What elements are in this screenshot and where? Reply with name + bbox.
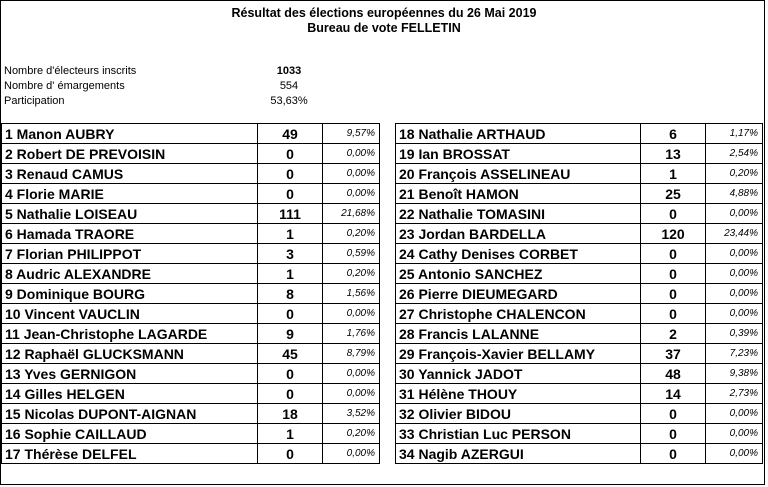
candidate-percent: 0,20% bbox=[706, 164, 763, 184]
candidate-percent: 23,44% bbox=[706, 224, 763, 244]
candidate-row bbox=[2, 404, 380, 424]
candidate-row bbox=[2, 184, 380, 204]
candidate-row bbox=[396, 424, 763, 444]
candidate-name: 26 Pierre DIEUMEGARD bbox=[396, 284, 641, 304]
candidate-row bbox=[396, 184, 763, 204]
stat-row-registered bbox=[4, 64, 334, 79]
candidate-row bbox=[2, 244, 380, 264]
candidate-name: 14 Gilles HELGEN bbox=[2, 384, 258, 404]
candidate-percent: 1,17% bbox=[706, 124, 763, 144]
candidate-name: 31 Hélène THOUY bbox=[396, 384, 641, 404]
candidate-row bbox=[2, 424, 380, 444]
candidate-row bbox=[396, 144, 763, 164]
candidate-row bbox=[2, 364, 380, 384]
candidate-row bbox=[2, 124, 380, 144]
candidate-row bbox=[2, 204, 380, 224]
stat-row-participation bbox=[4, 94, 334, 109]
candidate-name: 9 Dominique BOURG bbox=[2, 284, 258, 304]
candidate-row bbox=[2, 344, 380, 364]
candidate-percent: 9,38% bbox=[706, 364, 763, 384]
candidate-name: 28 Francis LALANNE bbox=[396, 324, 641, 344]
candidate-name: 15 Nicolas DUPONT-AIGNAN bbox=[2, 404, 258, 424]
candidate-row bbox=[396, 204, 763, 224]
candidate-percent: 0,00% bbox=[323, 304, 380, 324]
candidate-name: 4 Florie MARIE bbox=[2, 184, 258, 204]
candidate-votes: 0 bbox=[258, 384, 323, 404]
candidate-row bbox=[2, 304, 380, 324]
candidate-percent: 0,00% bbox=[706, 284, 763, 304]
candidate-percent: 0,00% bbox=[323, 364, 380, 384]
candidate-percent: 0,00% bbox=[323, 144, 380, 164]
candidate-name: 2 Robert DE PREVOISIN bbox=[2, 144, 258, 164]
candidate-percent: 0,00% bbox=[706, 404, 763, 424]
candidate-percent: 0,00% bbox=[323, 384, 380, 404]
candidate-row bbox=[396, 344, 763, 364]
candidate-percent: 0,00% bbox=[323, 184, 380, 204]
candidate-percent: 0,00% bbox=[706, 444, 763, 464]
candidate-row bbox=[396, 324, 763, 344]
candidate-votes: 0 bbox=[258, 144, 323, 164]
candidate-row bbox=[396, 224, 763, 244]
candidate-name: 34 Nagib AZERGUI bbox=[396, 444, 641, 464]
candidate-votes: 0 bbox=[258, 164, 323, 184]
candidate-name: 7 Florian PHILIPPOT bbox=[2, 244, 258, 264]
candidate-votes: 0 bbox=[641, 304, 706, 324]
candidate-votes: 1 bbox=[258, 264, 323, 284]
candidate-votes: 0 bbox=[641, 264, 706, 284]
candidate-row bbox=[2, 164, 380, 184]
candidate-row bbox=[396, 444, 763, 464]
candidate-row bbox=[396, 124, 763, 144]
candidate-percent: 0,00% bbox=[706, 424, 763, 444]
candidate-row bbox=[396, 284, 763, 304]
candidate-percent: 9,57% bbox=[323, 124, 380, 144]
candidate-name: 17 Thérèse DELFEL bbox=[2, 444, 258, 464]
turnout-stats bbox=[4, 64, 334, 109]
candidate-votes: 3 bbox=[258, 244, 323, 264]
candidate-percent: 2,54% bbox=[706, 144, 763, 164]
candidate-votes: 18 bbox=[258, 404, 323, 424]
candidate-votes: 48 bbox=[641, 364, 706, 384]
candidate-row bbox=[396, 264, 763, 284]
candidate-name: 5 Nathalie LOISEAU bbox=[2, 204, 258, 224]
candidate-votes: 2 bbox=[641, 324, 706, 344]
stat-value: 53,63% bbox=[270, 95, 308, 107]
candidate-percent: 0,00% bbox=[706, 304, 763, 324]
candidate-row bbox=[2, 444, 380, 464]
candidate-percent: 1,76% bbox=[323, 324, 380, 344]
candidate-votes: 37 bbox=[641, 344, 706, 364]
candidate-name: 18 Nathalie ARTHAUD bbox=[396, 124, 641, 144]
candidate-votes: 111 bbox=[258, 204, 323, 224]
candidate-votes: 0 bbox=[258, 304, 323, 324]
candidate-votes: 1 bbox=[258, 424, 323, 444]
candidate-percent: 21,68% bbox=[323, 204, 380, 224]
candidate-percent: 0,20% bbox=[323, 424, 380, 444]
candidate-name: 6 Hamada TRAORE bbox=[2, 224, 258, 244]
candidate-name: 21 Benoît HAMON bbox=[396, 184, 641, 204]
candidate-percent: 3,52% bbox=[323, 404, 380, 424]
candidate-name: 27 Christophe CHALENCON bbox=[396, 304, 641, 324]
candidate-name: 29 François-Xavier BELLAMY bbox=[396, 344, 641, 364]
candidate-votes: 0 bbox=[641, 284, 706, 304]
candidate-percent: 0,59% bbox=[323, 244, 380, 264]
candidate-votes: 1 bbox=[258, 224, 323, 244]
candidate-votes: 13 bbox=[641, 144, 706, 164]
stat-label: Nombre d' émargements bbox=[4, 80, 125, 92]
candidate-percent: 0,00% bbox=[323, 164, 380, 184]
candidate-row bbox=[2, 224, 380, 244]
candidate-row bbox=[2, 284, 380, 304]
candidate-name: 24 Cathy Denises CORBET bbox=[396, 244, 641, 264]
candidate-percent: 0,20% bbox=[323, 264, 380, 284]
stat-label: Nombre d'électeurs inscrits bbox=[4, 65, 137, 77]
candidate-percent: 1,56% bbox=[323, 284, 380, 304]
candidate-votes: 0 bbox=[641, 444, 706, 464]
candidate-votes: 0 bbox=[258, 364, 323, 384]
candidate-votes: 0 bbox=[641, 244, 706, 264]
candidate-percent: 0,00% bbox=[706, 204, 763, 224]
candidate-row bbox=[396, 364, 763, 384]
candidate-percent: 2,73% bbox=[706, 384, 763, 404]
candidate-votes: 45 bbox=[258, 344, 323, 364]
candidate-name: 32 Olivier BIDOU bbox=[396, 404, 641, 424]
candidate-name: 25 Antonio SANCHEZ bbox=[396, 264, 641, 284]
stat-row-signatures bbox=[4, 79, 334, 94]
candidate-row bbox=[396, 304, 763, 324]
candidate-percent: 0,00% bbox=[706, 244, 763, 264]
candidate-votes: 0 bbox=[641, 204, 706, 224]
candidate-votes: 120 bbox=[641, 224, 706, 244]
candidate-row bbox=[396, 404, 763, 424]
candidate-row bbox=[396, 244, 763, 264]
candidate-name: 13 Yves GERNIGON bbox=[2, 364, 258, 384]
candidate-percent: 4,88% bbox=[706, 184, 763, 204]
candidate-row bbox=[2, 324, 380, 344]
candidate-name: 3 Renaud CAMUS bbox=[2, 164, 258, 184]
candidate-name: 12 Raphaël GLUCKSMANN bbox=[2, 344, 258, 364]
page-title: Résultat des élections européennes du 26 Mai 2019 bbox=[231, 6, 537, 20]
candidate-name: 10 Vincent VAUCLIN bbox=[2, 304, 258, 324]
candidate-row bbox=[396, 164, 763, 184]
candidate-name: 19 Ian BROSSAT bbox=[396, 144, 641, 164]
candidate-votes: 6 bbox=[641, 124, 706, 144]
candidate-percent: 0,39% bbox=[706, 324, 763, 344]
candidate-votes: 25 bbox=[641, 184, 706, 204]
candidate-name: 22 Nathalie TOMASINI bbox=[396, 204, 641, 224]
candidate-votes: 0 bbox=[641, 424, 706, 444]
candidate-name: 16 Sophie CAILLAUD bbox=[2, 424, 258, 444]
candidate-votes: 0 bbox=[641, 404, 706, 424]
candidate-votes: 0 bbox=[258, 444, 323, 464]
candidate-name: 1 Manon AUBRY bbox=[2, 124, 258, 144]
candidate-row bbox=[2, 384, 380, 404]
candidate-name: 30 Yannick JADOT bbox=[396, 364, 641, 384]
candidate-name: 8 Audric ALEXANDRE bbox=[2, 264, 258, 284]
candidate-name: 20 François ASSELINEAU bbox=[396, 164, 641, 184]
candidate-row bbox=[2, 264, 380, 284]
candidate-votes: 1 bbox=[641, 164, 706, 184]
candidate-votes: 14 bbox=[641, 384, 706, 404]
candidate-percent: 0,20% bbox=[323, 224, 380, 244]
stat-value: 554 bbox=[279, 80, 299, 92]
candidate-votes: 49 bbox=[258, 124, 323, 144]
candidate-percent: 0,00% bbox=[323, 444, 380, 464]
candidate-votes: 0 bbox=[258, 184, 323, 204]
candidate-name: 33 Christian Luc PERSON bbox=[396, 424, 641, 444]
page-subtitle: Bureau de vote FELLETIN bbox=[307, 21, 461, 35]
stat-label: Participation bbox=[4, 95, 65, 107]
candidate-name: 23 Jordan BARDELLA bbox=[396, 224, 641, 244]
results-table-right bbox=[395, 123, 763, 464]
candidate-percent: 7,23% bbox=[706, 344, 763, 364]
candidate-votes: 8 bbox=[258, 284, 323, 304]
candidate-votes: 9 bbox=[258, 324, 323, 344]
results-table-left bbox=[1, 123, 380, 464]
stat-value: 1033 bbox=[276, 65, 302, 77]
candidate-percent: 0,00% bbox=[706, 264, 763, 284]
candidate-percent: 8,79% bbox=[323, 344, 380, 364]
candidate-row bbox=[396, 384, 763, 404]
candidate-row bbox=[2, 144, 380, 164]
candidate-name: 11 Jean-Christophe LAGARDE bbox=[2, 324, 258, 344]
